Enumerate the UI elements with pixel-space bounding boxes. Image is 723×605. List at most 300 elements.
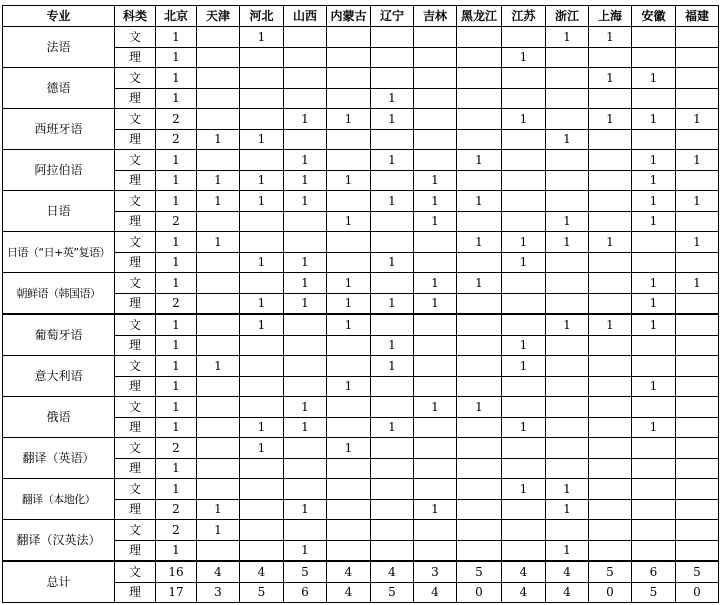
quota-cell: 2 [156, 499, 197, 520]
quota-cell [327, 520, 371, 541]
subject-cell: 理 [115, 211, 156, 232]
header-shanxi: 山西 [284, 6, 327, 27]
quota-cell: 1 [240, 27, 284, 48]
major-name-cell: 日语 [3, 191, 115, 232]
quota-cell [197, 458, 240, 479]
quota-cell [589, 211, 632, 232]
quota-cell [197, 376, 240, 397]
quota-cell: 4 [414, 582, 457, 603]
quota-cell [240, 458, 284, 479]
quota-cell [414, 252, 457, 273]
quota-cell [327, 458, 371, 479]
quota-cell: 1 [156, 397, 197, 418]
quota-cell: 1 [632, 417, 676, 438]
quota-cell [457, 540, 502, 561]
quota-cell: 3 [197, 582, 240, 603]
quota-cell: 1 [156, 314, 197, 335]
quota-cell [632, 438, 676, 459]
table-row [3, 191, 719, 212]
subject-cell: 文 [115, 356, 156, 377]
quota-cell: 1 [156, 150, 197, 171]
quota-cell [414, 232, 457, 253]
quota-cell [676, 293, 719, 314]
quota-cell: 4 [546, 582, 589, 603]
quota-cell [371, 438, 414, 459]
quota-cell: 5 [284, 561, 327, 582]
header-hebei: 河北 [240, 6, 284, 27]
table-row [3, 232, 719, 253]
header-jiangsu: 江苏 [502, 6, 546, 27]
quota-cell: 1 [546, 27, 589, 48]
quota-cell: 1 [632, 376, 676, 397]
quota-cell: 1 [327, 438, 371, 459]
quota-cell [589, 479, 632, 500]
quota-cell: 1 [371, 252, 414, 273]
quota-cell [327, 232, 371, 253]
subject-cell: 理 [115, 170, 156, 191]
quota-cell [632, 397, 676, 418]
quota-cell [197, 88, 240, 109]
table-body [3, 27, 719, 603]
table-row [3, 561, 719, 582]
quota-cell [327, 129, 371, 150]
quota-cell: 2 [156, 109, 197, 130]
quota-cell: 2 [156, 520, 197, 541]
quota-cell: 3 [414, 561, 457, 582]
quota-cell [546, 150, 589, 171]
quota-cell [414, 88, 457, 109]
quota-cell [676, 520, 719, 541]
quota-cell: 1 [156, 417, 197, 438]
quota-cell [414, 356, 457, 377]
subject-cell: 理 [115, 252, 156, 273]
quota-cell: 1 [414, 170, 457, 191]
quota-cell [414, 417, 457, 438]
table-row [3, 273, 719, 294]
quota-cell: 4 [371, 561, 414, 582]
quota-cell: 0 [589, 582, 632, 603]
quota-cell [676, 211, 719, 232]
quota-cell: 1 [546, 232, 589, 253]
quota-cell [197, 335, 240, 356]
quota-cell [589, 335, 632, 356]
quota-cell [414, 335, 457, 356]
quota-cell [589, 397, 632, 418]
quota-cell: 1 [371, 109, 414, 130]
quota-cell [502, 211, 546, 232]
quota-cell [197, 397, 240, 418]
quota-cell: 1 [240, 293, 284, 314]
quota-cell [284, 88, 327, 109]
quota-cell [371, 170, 414, 191]
quota-cell [457, 356, 502, 377]
header-zhejiang: 浙江 [546, 6, 589, 27]
quota-cell [240, 540, 284, 561]
quota-cell [676, 540, 719, 561]
quota-cell [414, 150, 457, 171]
quota-cell [414, 129, 457, 150]
quota-cell [546, 88, 589, 109]
table-row [3, 438, 719, 459]
quota-cell [502, 540, 546, 561]
quota-cell [457, 129, 502, 150]
quota-cell [589, 129, 632, 150]
quota-cell [240, 520, 284, 541]
quota-cell [632, 88, 676, 109]
quota-cell [457, 458, 502, 479]
quota-cell [371, 273, 414, 294]
quota-cell [414, 109, 457, 130]
subject-cell: 文 [115, 520, 156, 541]
quota-cell: 5 [589, 561, 632, 582]
quota-cell: 2 [156, 293, 197, 314]
quota-cell [197, 150, 240, 171]
header-major: 专业 [3, 6, 115, 27]
quota-cell: 1 [327, 314, 371, 335]
quota-cell: 4 [240, 561, 284, 582]
quota-cell [589, 356, 632, 377]
quota-cell: 1 [632, 293, 676, 314]
major-name-cell: 葡萄牙语 [3, 314, 115, 356]
subject-cell: 理 [115, 47, 156, 68]
quota-cell: 1 [457, 273, 502, 294]
quota-cell [676, 438, 719, 459]
header-fujian: 福建 [676, 6, 719, 27]
quota-cell: 1 [156, 252, 197, 273]
quota-cell: 1 [502, 417, 546, 438]
quota-cell [502, 293, 546, 314]
quota-cell [546, 293, 589, 314]
quota-cell [546, 356, 589, 377]
quota-cell: 4 [502, 561, 546, 582]
quota-cell [589, 252, 632, 273]
quota-cell [546, 68, 589, 89]
quota-cell [632, 232, 676, 253]
quota-cell [589, 458, 632, 479]
table-row [3, 479, 719, 500]
quota-cell [284, 232, 327, 253]
quota-cell [502, 150, 546, 171]
quota-cell: 1 [197, 129, 240, 150]
quota-cell [502, 170, 546, 191]
quota-cell [197, 211, 240, 232]
quota-cell [546, 109, 589, 130]
quota-cell: 1 [156, 47, 197, 68]
quota-cell: 1 [414, 211, 457, 232]
quota-cell [197, 252, 240, 273]
quota-cell: 1 [197, 232, 240, 253]
enrollment-plan-table [2, 5, 719, 603]
quota-cell [371, 479, 414, 500]
quota-cell [546, 397, 589, 418]
quota-cell: 1 [502, 335, 546, 356]
quota-cell: 1 [502, 47, 546, 68]
quota-cell: 1 [156, 27, 197, 48]
quota-cell: 1 [371, 88, 414, 109]
quota-cell: 1 [284, 191, 327, 212]
quota-cell [676, 397, 719, 418]
quota-cell [457, 88, 502, 109]
quota-cell [632, 479, 676, 500]
major-name-cell: 意大利语 [3, 356, 115, 397]
quota-cell: 1 [502, 356, 546, 377]
quota-cell [589, 170, 632, 191]
quota-cell [371, 232, 414, 253]
quota-cell [632, 356, 676, 377]
subject-cell: 文 [115, 561, 156, 582]
major-name-cell: 翻译（本地化） [3, 479, 115, 520]
quota-cell [632, 458, 676, 479]
quota-cell [546, 458, 589, 479]
quota-cell [240, 479, 284, 500]
major-name-cell: 阿拉伯语 [3, 150, 115, 191]
quota-cell [371, 458, 414, 479]
quota-cell [371, 520, 414, 541]
subject-cell: 理 [115, 458, 156, 479]
quota-cell: 1 [156, 191, 197, 212]
header-subject: 科类 [115, 6, 156, 27]
quota-cell [414, 540, 457, 561]
quota-cell: 1 [327, 293, 371, 314]
quota-cell: 1 [589, 68, 632, 89]
quota-cell [284, 47, 327, 68]
quota-cell [502, 458, 546, 479]
header-heilongjiang: 黑龙江 [457, 6, 502, 27]
quota-cell: 1 [457, 397, 502, 418]
quota-cell: 1 [156, 356, 197, 377]
quota-cell [589, 47, 632, 68]
subject-cell: 文 [115, 438, 156, 459]
quota-cell [632, 27, 676, 48]
quota-cell: 6 [284, 582, 327, 603]
quota-cell: 1 [546, 314, 589, 335]
quota-cell [197, 417, 240, 438]
quota-cell [327, 191, 371, 212]
quota-cell [371, 314, 414, 335]
quota-cell: 1 [284, 109, 327, 130]
quota-cell [676, 376, 719, 397]
quota-cell [589, 417, 632, 438]
quota-cell: 5 [676, 561, 719, 582]
quota-cell: 2 [156, 129, 197, 150]
subject-cell: 文 [115, 68, 156, 89]
quota-cell [502, 27, 546, 48]
quota-cell: 1 [240, 191, 284, 212]
quota-cell [371, 211, 414, 232]
quota-cell [284, 314, 327, 335]
quota-cell [197, 438, 240, 459]
quota-cell: 1 [632, 109, 676, 130]
quota-cell: 1 [197, 170, 240, 191]
quota-cell [676, 129, 719, 150]
quota-cell [197, 109, 240, 130]
quota-cell: 1 [676, 273, 719, 294]
quota-cell [457, 47, 502, 68]
quota-cell [632, 129, 676, 150]
quota-cell [632, 499, 676, 520]
quota-cell [502, 314, 546, 335]
quota-cell [414, 438, 457, 459]
quota-cell [240, 499, 284, 520]
quota-cell: 1 [457, 232, 502, 253]
quota-cell: 2 [156, 438, 197, 459]
quota-cell [414, 314, 457, 335]
quota-cell [589, 88, 632, 109]
quota-cell [546, 47, 589, 68]
quota-cell: 1 [371, 417, 414, 438]
subject-cell: 文 [115, 273, 156, 294]
header-tianjin: 天津 [197, 6, 240, 27]
quota-cell [502, 438, 546, 459]
quota-cell [371, 129, 414, 150]
quota-cell [284, 129, 327, 150]
quota-cell [240, 356, 284, 377]
quota-cell: 2 [156, 211, 197, 232]
quota-cell [589, 293, 632, 314]
quota-cell [457, 27, 502, 48]
quota-cell [502, 520, 546, 541]
quota-cell: 1 [156, 335, 197, 356]
quota-cell: 1 [156, 273, 197, 294]
quota-cell [327, 397, 371, 418]
quota-cell: 1 [156, 68, 197, 89]
quota-cell [546, 520, 589, 541]
subject-cell: 理 [115, 540, 156, 561]
quota-cell [327, 540, 371, 561]
quota-cell [457, 170, 502, 191]
quota-cell [371, 68, 414, 89]
quota-cell [284, 68, 327, 89]
subject-cell: 文 [115, 314, 156, 335]
quota-cell [371, 376, 414, 397]
quota-cell [240, 47, 284, 68]
table-row [3, 397, 719, 418]
quota-cell: 5 [632, 582, 676, 603]
major-name-cell: 朝鲜语（韩国语） [3, 273, 115, 315]
quota-cell [371, 27, 414, 48]
quota-cell: 1 [502, 252, 546, 273]
quota-cell [284, 458, 327, 479]
quota-cell [197, 479, 240, 500]
quota-cell [546, 273, 589, 294]
quota-cell [197, 540, 240, 561]
quota-cell: 1 [414, 273, 457, 294]
quota-cell [589, 191, 632, 212]
table-row [3, 27, 719, 48]
quota-cell: 1 [414, 293, 457, 314]
quota-cell: 1 [371, 150, 414, 171]
subject-cell: 理 [115, 293, 156, 314]
quota-cell [457, 479, 502, 500]
quota-cell: 1 [327, 376, 371, 397]
quota-cell [414, 68, 457, 89]
quota-cell [414, 376, 457, 397]
quota-cell [676, 170, 719, 191]
quota-cell [502, 191, 546, 212]
quota-cell [546, 252, 589, 273]
quota-cell [589, 376, 632, 397]
quota-cell [502, 397, 546, 418]
quota-cell [676, 47, 719, 68]
quota-cell [632, 47, 676, 68]
subject-cell: 文 [115, 150, 156, 171]
quota-cell [197, 68, 240, 89]
quota-cell [676, 499, 719, 520]
quota-cell: 1 [240, 438, 284, 459]
quota-cell: 1 [156, 376, 197, 397]
quota-cell: 1 [284, 273, 327, 294]
quota-cell [632, 520, 676, 541]
quota-cell: 1 [327, 273, 371, 294]
quota-cell: 1 [502, 479, 546, 500]
quota-cell: 1 [457, 150, 502, 171]
quota-cell: 1 [240, 170, 284, 191]
enrollment-table-container [2, 5, 719, 603]
quota-cell [457, 417, 502, 438]
quota-cell [502, 499, 546, 520]
quota-cell: 1 [327, 211, 371, 232]
quota-cell: 1 [676, 150, 719, 171]
quota-cell: 1 [284, 417, 327, 438]
quota-cell [546, 191, 589, 212]
quota-cell: 1 [284, 540, 327, 561]
quota-cell: 1 [156, 170, 197, 191]
subject-cell: 文 [115, 109, 156, 130]
quota-cell: 1 [676, 191, 719, 212]
quota-cell [589, 438, 632, 459]
quota-cell: 0 [457, 582, 502, 603]
quota-cell [240, 376, 284, 397]
table-row [3, 356, 719, 377]
quota-cell [284, 479, 327, 500]
quota-cell [457, 211, 502, 232]
quota-cell [284, 356, 327, 377]
quota-cell [502, 129, 546, 150]
quota-cell [371, 397, 414, 418]
quota-cell: 1 [502, 109, 546, 130]
quota-cell [676, 252, 719, 273]
quota-cell [327, 27, 371, 48]
subject-cell: 理 [115, 335, 156, 356]
quota-cell [457, 252, 502, 273]
subject-cell: 文 [115, 27, 156, 48]
quota-cell: 1 [197, 191, 240, 212]
quota-cell: 1 [327, 170, 371, 191]
quota-cell [371, 47, 414, 68]
quota-cell: 1 [240, 314, 284, 335]
header-jilin: 吉林 [414, 6, 457, 27]
quota-cell: 5 [371, 582, 414, 603]
quota-cell [414, 47, 457, 68]
quota-cell [327, 47, 371, 68]
quota-cell: 1 [371, 335, 414, 356]
header-beijing: 北京 [156, 6, 197, 27]
quota-cell [632, 335, 676, 356]
quota-cell [327, 499, 371, 520]
quota-cell [676, 335, 719, 356]
quota-cell: 1 [197, 356, 240, 377]
header-neimenggu: 内蒙古 [327, 6, 371, 27]
quota-cell: 6 [632, 561, 676, 582]
quota-cell [240, 150, 284, 171]
subject-cell: 理 [115, 499, 156, 520]
major-name-cell: 俄语 [3, 397, 115, 438]
subject-cell: 文 [115, 397, 156, 418]
quota-cell: 1 [676, 109, 719, 130]
major-name-cell: 翻译（汉英法） [3, 520, 115, 562]
quota-cell [371, 540, 414, 561]
quota-cell: 1 [156, 88, 197, 109]
